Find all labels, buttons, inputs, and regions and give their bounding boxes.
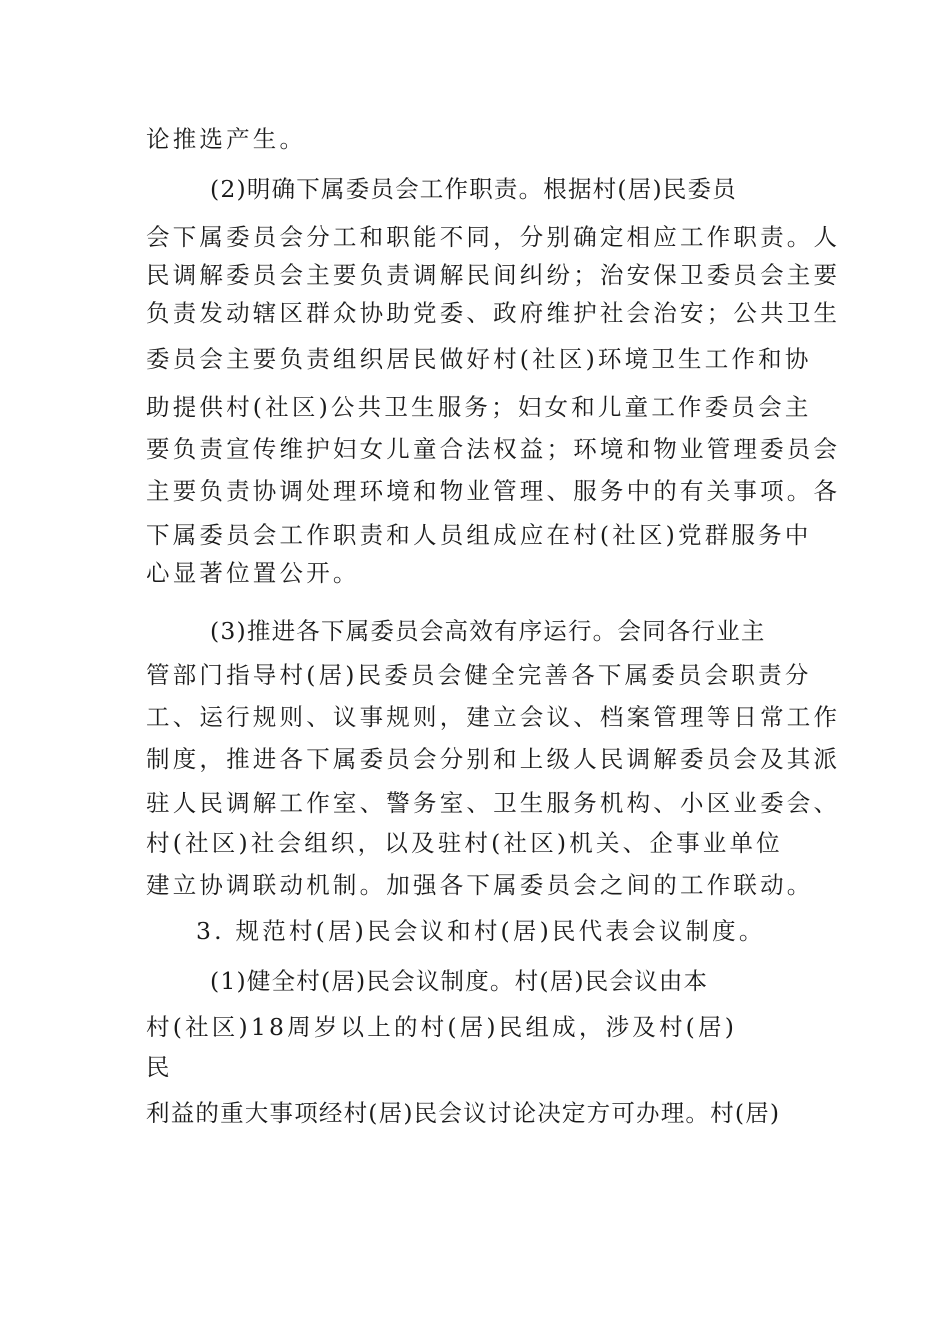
text-line: 委员会主要负责组织居民做好村(社区)环境卫生工作和协 — [146, 345, 812, 373]
text-line: 制度，推进各下属委员会分别和上级人民调解委员会及其派 — [146, 745, 841, 773]
text-line: 村(社区)18周岁以上的村(居)民组成，涉及村(居) — [146, 1013, 738, 1041]
text-line: 民调解委员会主要负责调解民间纠纷；治安保卫委员会主要 — [146, 261, 841, 289]
text-line: 利益的重大事项经村(居)民会议讨论决定方可办理。村(居) — [146, 1099, 781, 1127]
text-line: 驻人民调解工作室、警务室、卫生服务机构、小区业委会、 — [146, 789, 841, 817]
text-line: 心显著位置公开。 — [146, 559, 360, 587]
text-line: 村(社区)社会组织，以及驻村(社区)机关、企事业单位 — [146, 829, 783, 857]
text-line: (3)推进各下属委员会高效有序运行。会同各行业主 — [210, 617, 766, 645]
text-line: 助提供村(社区)公共卫生服务；妇女和儿童工作委员会主 — [146, 393, 812, 421]
text-line: 主要负责协调处理环境和物业管理、服务中的有关事项。各 — [146, 477, 841, 505]
text-line: 管部门指导村(居)民委员会健全完善各下属委员会职责分 — [146, 661, 812, 689]
text-line: 会下属委员会分工和职能不同，分别确定相应工作职责。人 — [146, 223, 841, 251]
text-line: 下属委员会工作职责和人员组成应在村(社区)党群服务中 — [146, 521, 812, 549]
text-line: 建立协调联动机制。加强各下属委员会之间的工作联动。 — [146, 871, 814, 899]
section-heading: 3. 规范村(居)民会议和村(居)民代表会议制度。 — [196, 917, 766, 945]
text-line: 负责发动辖区群众协助党委、政府维护社会治安；公共卫生 — [146, 299, 841, 327]
text-line: (2)明确下属委员会工作职责。根据村(居)民委员 — [210, 175, 737, 203]
text-line: 工、运行规则、议事规则，建立会议、档案管理等日常工作 — [146, 703, 841, 731]
text-line: 论推选产生。 — [146, 125, 307, 153]
text-line: (1)健全村(居)民会议制度。村(居)民会议由本 — [210, 967, 709, 995]
text-line: 要负责宣传维护妇女儿童合法权益；环境和物业管理委员会 — [146, 435, 841, 463]
text-line: 民 — [146, 1053, 173, 1081]
